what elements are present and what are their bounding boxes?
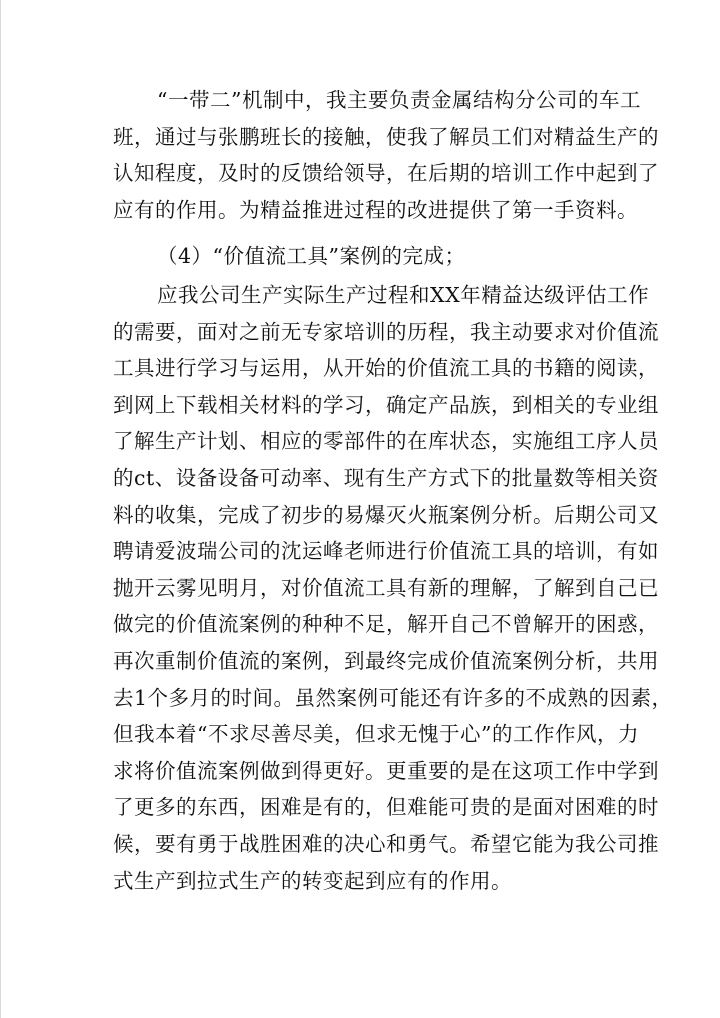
paragraph-line: 认知程度，及时的反馈给领导，在后期的培训工作中起到了 bbox=[113, 161, 659, 186]
paragraph-line: 式生产到拉式生产的转变起到应有的作用。 bbox=[113, 868, 512, 893]
paragraph-line: 了更多的东西，困难是有的，但难能可贵的是面对困难的时 bbox=[113, 795, 659, 820]
paragraph-line: 的ct、设备设备可动率、现有生产方式下的批量数等相关资 bbox=[113, 465, 659, 490]
section-heading-text: （4）“价值流工具”案例的完成； bbox=[157, 244, 466, 268]
paragraph-line: 再次重制价值流的案例，到最终完成价值流案例分析，共用 bbox=[113, 648, 659, 673]
paragraph-line: 求将价值流案例做到得更好。更重要的是在这项工作中学到 bbox=[113, 758, 659, 783]
paragraph-line: 班，通过与张鹏班长的接触，使我了解员工们对精益生产的 bbox=[113, 124, 659, 149]
paragraph-value-stream bbox=[113, 277, 673, 899]
paragraph-line: 聘请爱波瑞公司的沈运峰老师进行价值流工具的培训，有如 bbox=[113, 539, 659, 564]
paragraph-mentoring bbox=[113, 82, 659, 228]
paragraph-line: 但我本着“不求尽善尽美，但求无愧于心”的工作作风，力 bbox=[113, 722, 639, 747]
paragraph-line: 的需要，面对之前无专家培训的历程，我主动要求对价值流 bbox=[113, 319, 659, 344]
section-heading bbox=[113, 238, 613, 275]
paragraph-line: 到网上下载相关材料的学习，确定产品族，到相关的专业组 bbox=[113, 392, 659, 417]
paragraph-line: 料的收集，完成了初步的易爆灭火瓶案例分析。后期公司又 bbox=[113, 502, 659, 527]
paragraph-line: 应我公司生产实际生产过程和XX年精益达级评估工作 bbox=[157, 283, 650, 307]
paragraph-line: “一带二”机制中，我主要负责金属结构分公司的车工 bbox=[157, 88, 641, 112]
paragraph-line: 做完的价值流案例的种种不足，解开自己不曾解开的困惑， bbox=[113, 612, 659, 637]
paragraph-line: 候，要有勇于战胜困难的决心和勇气。希望它能为我公司推 bbox=[113, 831, 659, 856]
paragraph-line: 工具进行学习与运用，从开始的价值流工具的书籍的阅读， bbox=[113, 356, 659, 381]
paragraph-line: 了解生产计划、相应的零部件的在库状态，实施组工序人员 bbox=[113, 429, 659, 454]
paragraph-line: 应有的作用。为精益推进过程的改进提供了第一手资料。 bbox=[113, 197, 638, 222]
paragraph-line: 抛开云雾见明月，对价值流工具有新的理解，了解到自己已 bbox=[113, 575, 659, 600]
paragraph-line: 去1个多月的时间。虽然案例可能还有许多的不成熟的因素， bbox=[113, 685, 673, 710]
